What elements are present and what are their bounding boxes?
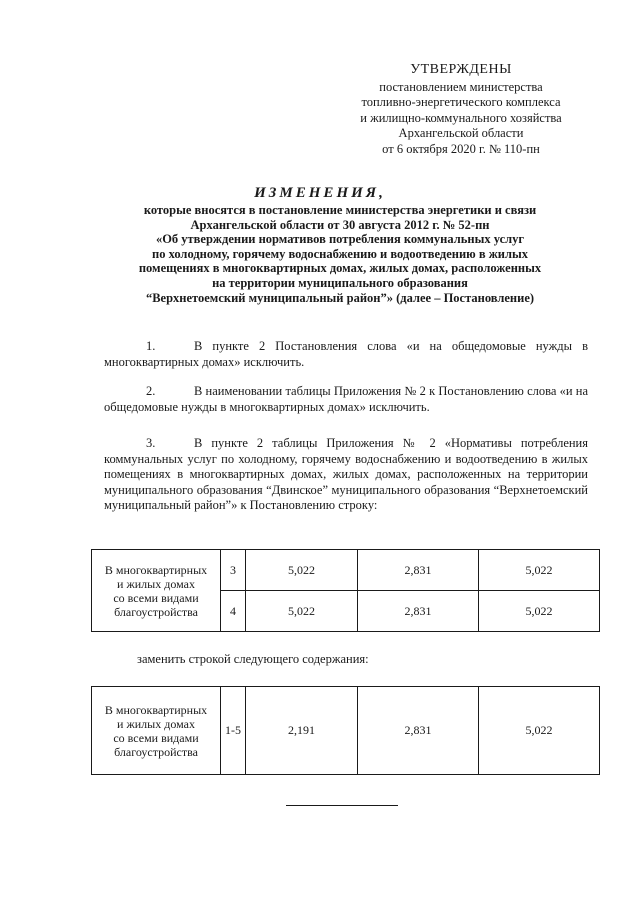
approval-line: постановлением министерства [379, 79, 543, 94]
value-cell: 2,831 [358, 591, 479, 632]
subtitle-line: на территории муниципального образования [212, 275, 468, 290]
row-label-line: В многоквартирных [104, 702, 208, 717]
row-number-cell: 4 [221, 591, 246, 632]
row-label-line: со всеми видами [113, 730, 199, 745]
value-cell: 5,022 [479, 550, 600, 591]
table-row [92, 687, 600, 775]
value-cell: 2,191 [246, 687, 358, 775]
subtitle-line: Архангельской области от 30 августа 2012 г. № 52-пн [190, 217, 490, 232]
document-subtitle [98, 203, 582, 305]
paragraph-2 [104, 384, 588, 415]
paragraph-number: 3. [146, 436, 156, 450]
value-cell: 2,831 [358, 550, 479, 591]
table-row [92, 550, 600, 591]
subtitle-line: которые вносятся в постановление министерства энергетики и связи [143, 203, 537, 217]
value-cell: 5,022 [246, 550, 358, 591]
value-cell: 5,022 [246, 591, 358, 632]
row-number-cell: 3 [221, 550, 246, 591]
value-cell: 2,831 [358, 687, 479, 775]
row-label-line: благоустройства [114, 604, 198, 619]
subtitle-line: “Верхнетоемский муниципальный район”» (далее – Постановление) [145, 290, 535, 305]
row-label-line: и жилых домах [117, 716, 195, 731]
approval-line: Архангельской области [398, 126, 524, 140]
value-cell: 5,022 [479, 687, 600, 775]
subtitle-line: по холодному, горячему водоснабжению и водоотведению в жилых [152, 246, 528, 261]
row-label-cell [92, 687, 221, 775]
row-label-line: со всеми видами [113, 590, 199, 605]
paragraph-1 [104, 339, 588, 370]
subtitle-line: «Об утверждении нормативов потребления коммунальных услуг [155, 232, 525, 247]
approval-line: топливно-энергетического комплекса [361, 95, 561, 109]
paragraph-text: В наименовании таблицы Приложения № 2 к Постановлению слова «и на общедомовые нужды в многоквартирных домах» исключить. [104, 384, 588, 414]
row-label-line: благоустройства [114, 744, 198, 759]
paragraph-3 [104, 436, 588, 514]
row-label-cell [92, 550, 221, 632]
approval-line: от 6 октября 2020 г. № 110-пн [382, 141, 540, 156]
closing-rule [286, 805, 398, 806]
replace-instruction: заменить строкой следующего содержания: [137, 652, 369, 666]
approval-line: и жилищно-коммунального хозяйства [360, 110, 562, 125]
subtitle-line: помещениях в многоквартирных домах, жилых домах, расположенных [138, 261, 542, 276]
document-title: ИЗМЕНЕНИЯ, [254, 185, 386, 201]
paragraph-number: 1. [146, 339, 156, 353]
table-old-rows [91, 549, 600, 632]
paragraph-text: В пункте 2 таблицы Приложения № 2 «Нормативы потребления коммунальных услуг по холодному, горячему водоснабжению и водоотведению в жилых помещениях в многоквартирных домах, жилых домах, расположенных на территории муниципального образования “Двинское” муниципального образования “Верхнетоемский муниципальный район”» к Постановлению строку: [104, 436, 588, 512]
table-new-row [91, 686, 600, 775]
row-label-line: В многоквартирных [104, 562, 208, 577]
value-cell: 5,022 [479, 591, 600, 632]
approval-block [332, 62, 590, 157]
row-number-cell: 1-5 [221, 687, 246, 775]
paragraph-number: 2. [146, 384, 156, 398]
paragraph-text: В пункте 2 Постановления слова «и на общедомовые нужды в многоквартирных домах» исключить. [104, 339, 588, 369]
row-label-line: и жилых домах [117, 576, 195, 591]
approval-title: УТВЕРЖДЕНЫ [410, 62, 512, 77]
